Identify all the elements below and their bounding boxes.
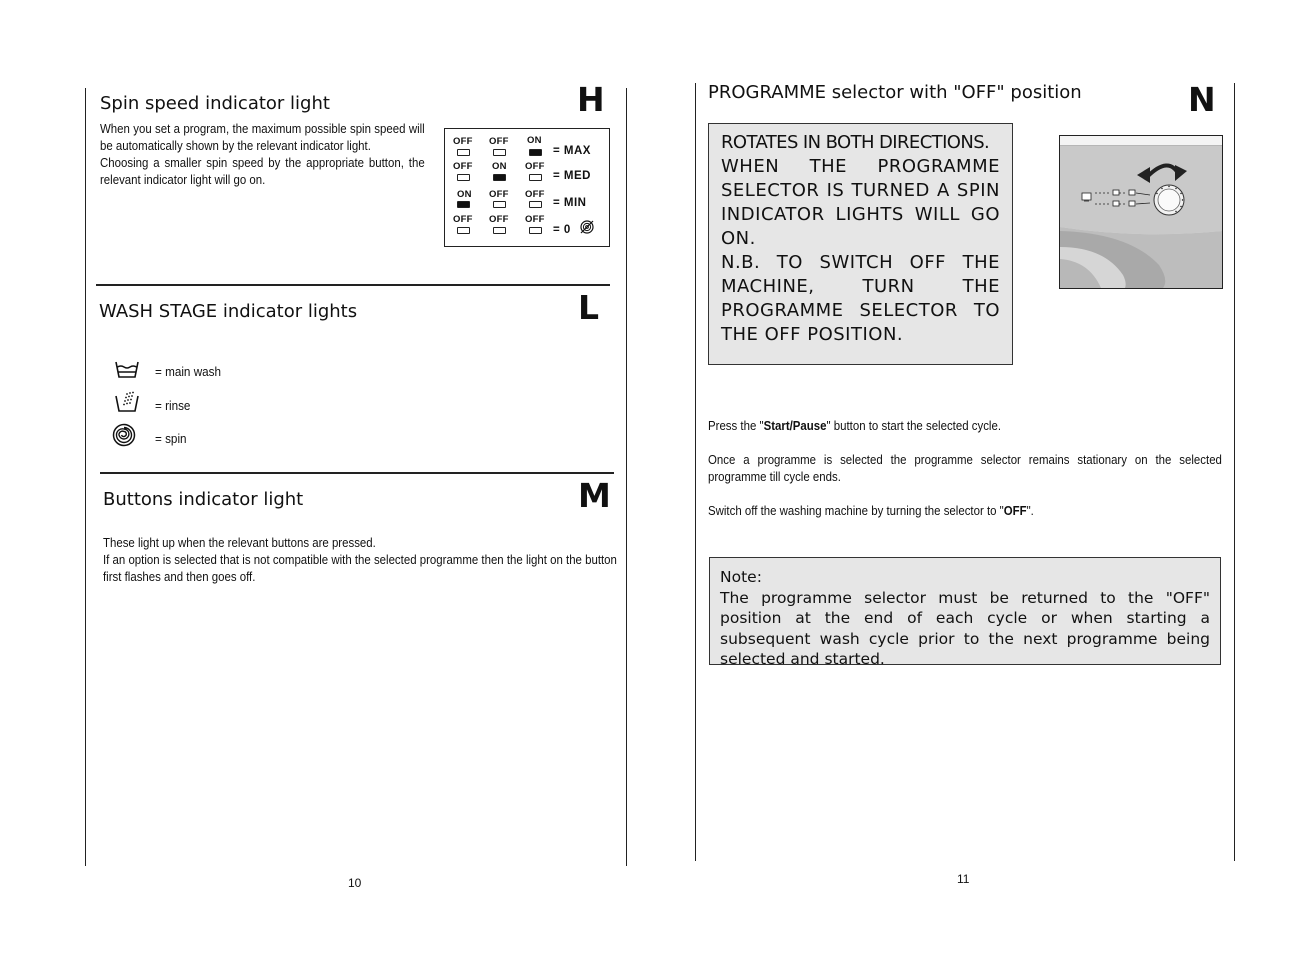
wash-label-rinse: = rinse xyxy=(155,398,191,413)
spin-row4-result: = 0 xyxy=(553,224,571,236)
spin-row3-label1: ON xyxy=(457,189,472,200)
switch-off-post: ". xyxy=(1026,503,1034,518)
spin-speed-description xyxy=(100,120,425,188)
programme-selector-illustration xyxy=(1059,135,1223,289)
spin-row1-label2: OFF xyxy=(489,136,509,147)
press-start-post: " button to start the selected cycle. xyxy=(826,418,1002,433)
switch-off-pre: Switch off the washing machine by turning the selector to " xyxy=(708,503,1004,518)
press-start-text xyxy=(708,417,1001,434)
wash-label-main-wash: = main wash xyxy=(155,364,222,379)
spin-row3-led3 xyxy=(529,201,542,208)
spin-row4-label3: OFF xyxy=(525,214,545,225)
spin-speed-paragraph-1: When you set a program, the maximum possible spin speed will be automatically shown by the relevant indicator light. xyxy=(100,121,425,153)
left-page-right-border xyxy=(626,88,627,866)
spin-row1-label1: OFF xyxy=(453,136,473,147)
spin-spiral-icon xyxy=(112,423,136,447)
spin-row2-result: = MED xyxy=(553,170,591,182)
right-page-left-border xyxy=(695,83,696,861)
spin-row1-led1 xyxy=(457,149,470,156)
spin-row3-led1 xyxy=(457,201,470,208)
spin-row3-led2 xyxy=(493,201,506,208)
spin-speed-paragraph-2: Choosing a smaller spin speed by the appropriate button, the relevant indicator light will go on. xyxy=(100,155,425,187)
no-spin-icon xyxy=(579,219,595,235)
spin-row1-result: = MAX xyxy=(553,145,591,157)
spin-row4-led3 xyxy=(529,227,542,234)
section-title-wash-stage: WASH STAGE indicator lights xyxy=(99,301,358,322)
section-title-buttons-indicator: Buttons indicator light xyxy=(103,489,304,510)
buttons-paragraph-1: These light up when the relevant buttons are pressed. xyxy=(103,535,376,550)
spin-row2-led1 xyxy=(457,174,470,181)
note-body: The programme selector must be returned to the "OFF" position at the end of each cycle or when starting a subsequent wash cycle prior to the next programme being selected and started. xyxy=(720,588,1210,668)
page-number-left: 10 xyxy=(348,876,362,890)
spin-row2-label3: OFF xyxy=(525,161,545,172)
start-pause-label: Start/Pause xyxy=(763,418,827,433)
main-wash-tub-icon xyxy=(114,360,140,380)
note-title: Note: xyxy=(720,568,762,586)
section-letter-h: H xyxy=(577,80,605,119)
rotates-body-1: WHEN THE PROGRAMME SELECTOR IS TURNED A SPIN INDICATOR LIGHTS WILL GO ON. xyxy=(721,156,1000,249)
spin-row1-led3 xyxy=(529,149,542,156)
spin-row4-label2: OFF xyxy=(489,214,509,225)
divider-h-l xyxy=(96,284,610,286)
right-page-right-border xyxy=(1234,83,1235,861)
left-page-left-border xyxy=(85,88,86,866)
spin-row2-label1: OFF xyxy=(453,161,473,172)
spin-row2-label2: ON xyxy=(492,161,507,172)
spin-indicator-diagram xyxy=(444,128,610,247)
rinse-tub-icon xyxy=(114,390,140,414)
spin-row1-label3: ON xyxy=(527,135,542,146)
spin-row3-label3: OFF xyxy=(525,189,545,200)
spin-row1-led2 xyxy=(493,149,506,156)
divider-l-m xyxy=(100,472,614,474)
buttons-indicator-description xyxy=(103,534,617,585)
wash-label-spin: = spin xyxy=(155,431,187,446)
spin-row3-label2: OFF xyxy=(489,189,509,200)
page-number-right: 11 xyxy=(957,872,970,886)
section-title-spin-speed: Spin speed indicator light xyxy=(100,93,330,114)
section-letter-l: L xyxy=(578,288,600,327)
note-box xyxy=(709,557,1221,668)
programme-stationary-text: Once a programme is selected the programme selector remains stationary on the selected programme till cycle ends. xyxy=(708,452,1222,484)
rotates-body-2: N.B. TO SWITCH OFF THE MACHINE, TURN THE PROGRAMME SELECTOR TO THE OFF POSITION. xyxy=(721,252,1000,345)
spin-row4-label1: OFF xyxy=(453,214,473,225)
rotates-heading: ROTATES IN BOTH DIRECTIONS. xyxy=(721,132,990,153)
spin-row3-result: = MIN xyxy=(553,197,587,209)
buttons-paragraph-2: If an option is selected that is not compatible with the selected programme then the light on the button first flashes and then goes off. xyxy=(103,552,617,584)
section-title-programme-selector: PROGRAMME selector with "OFF" position xyxy=(708,82,1082,103)
spin-row2-led3 xyxy=(529,174,542,181)
off-label: OFF xyxy=(1003,503,1027,518)
spin-row4-led1 xyxy=(457,227,470,234)
rotates-info-box xyxy=(708,123,1013,365)
spin-row4-led2 xyxy=(493,227,506,234)
section-letter-n: N xyxy=(1188,80,1216,119)
press-start-pre: Press the " xyxy=(708,418,764,433)
spin-row2-led2 xyxy=(493,174,506,181)
switch-off-text xyxy=(708,502,1034,519)
section-letter-m: M xyxy=(578,476,611,515)
